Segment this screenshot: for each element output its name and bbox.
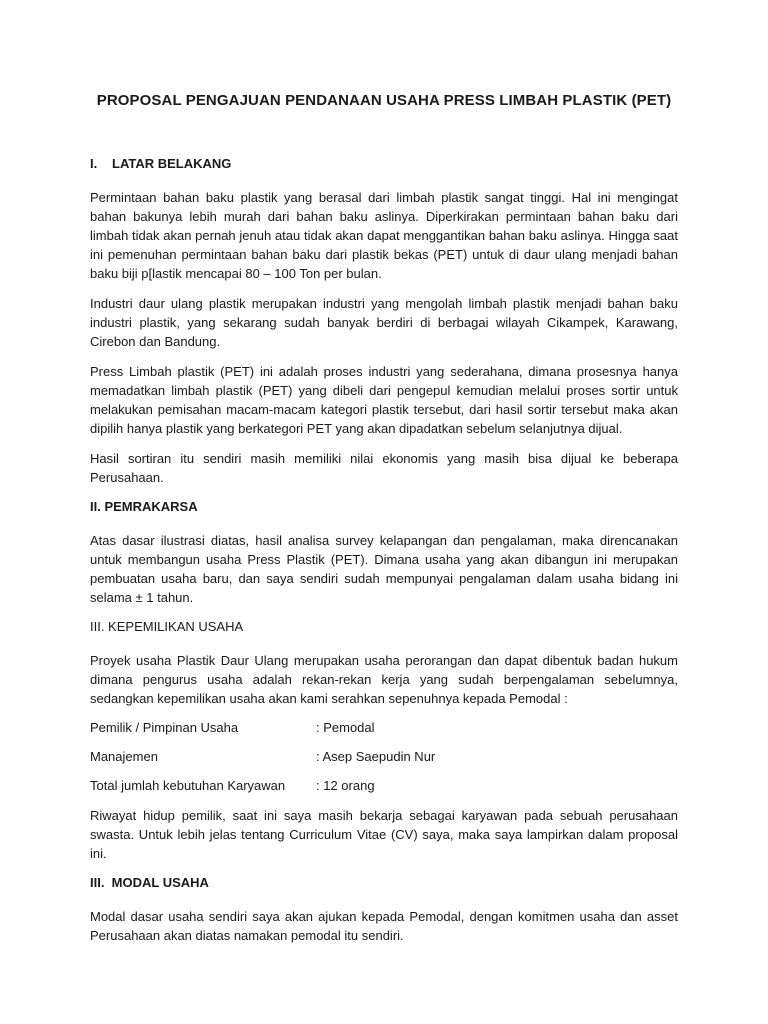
info-row-pemilik: [90, 719, 678, 737]
info-label: Manajemen: [90, 749, 158, 764]
paragraph: Hasil sortiran itu sendiri masih memiliki nilai ekonomis yang masih bisa dijual ke beberapa Perusahaan.: [90, 451, 678, 485]
info-value: : Pemodal: [316, 720, 375, 735]
document-title: PROPOSAL PENGAJUAN PENDANAAN USAHA PRESS LIMBAH PLASTIK (PET): [96, 92, 672, 109]
info-value: : 12 orang: [316, 778, 375, 793]
paragraph: Permintaan bahan baku plastik yang berasal dari limbah plastik sangat tinggi. Hal ini mengingat bahan bakunya lebih murah dari bahan baku aslinya. Diperkirakan permintaan bahan baku dari limbah tidak akan pernah jenuh atau tidak akan dapat menggantikan bahan baku aslinya. Hingga saat ini pemenuhan permintaan bahan baku dari plastik bekas (PET) untuk di daur ulang menjadi bahan baku biji p[lastik mencapai 80 – 100 Ton per bulan.: [90, 190, 678, 281]
info-value: : Asep Saepudin Nur: [316, 749, 436, 764]
section-number: I.: [90, 156, 98, 171]
info-label: Total jumlah kebutuhan Karyawan: [90, 778, 286, 793]
info-label: Pemilik / Pimpinan Usaha: [90, 720, 239, 735]
paragraph: Press Limbah plastik (PET) ini adalah proses industri yang sederahana, dimana prosesnya hanya memadatkan limbah plastik (PET) yang dibeli dari pengepul kemudian melalui proses sortir untuk melakukan pemisahan macam-macam kategori plastik tersebut, dari hasil sortir tersebut maka akan dipilih hanya plastik yang berkategori PET yang akan dipadatkan sebelum selanjutnya dijual.: [90, 364, 678, 436]
paragraph: Riwayat hidup pemilik, saat ini saya masih bekarja sebagai karyawan pada sebuah perusahaan swasta. Untuk lebih jelas tentang Curriculum Vitae (CV) saya, maka saya lampirkan dalam proposal ini.: [90, 808, 678, 861]
info-row-manajemen: [90, 748, 678, 766]
paragraph: Atas dasar ilustrasi diatas, hasil analisa survey kelapangan dan pengalaman, maka direncanakan untuk membangun usaha Press Plastik (PET). Dimana usaha yang akan dibangun ini merupakan pembuatan usaha baru, dan saya sendiri sudah mempunyai pengalaman dalam usaha bidang ini selama ± 1 tahun.: [90, 533, 678, 605]
paragraph: Industri daur ulang plastik merupakan industri yang mengolah limbah plastik menjadi bahan baku industri plastik, yang sekarang sudah banyak berdiri di berbagai wilayah Cikampek, Karawang, Cirebon dan Bandung.: [90, 296, 678, 349]
section-heading-kepemilikan-usaha: III. KEPEMILIKAN USAHA: [90, 619, 244, 634]
paragraph: Proyek usaha Plastik Daur Ulang merupakan usaha perorangan dan dapat dibentuk badan hukum dimana pengurus usaha adalah rekan-rekan kerja yang sudah berpengalaman sebelumnya, sedangkan kepemilikan usaha akan kami serahkan sepenuhnya kepada Pemodal :: [90, 653, 678, 706]
section-heading-latar-belakang: [90, 155, 678, 173]
section-heading-modal-usaha: III. MODAL USAHA: [90, 875, 209, 890]
info-row-karyawan: [90, 777, 678, 795]
section-heading-pemrakarsa: II. PEMRAKARSA: [90, 499, 198, 514]
paragraph: Modal dasar usaha sendiri saya akan ajukan kepada Pemodal, dengan komitmen usaha dan asset Perusahaan akan diatas namakan pemodal itu sendiri.: [90, 909, 678, 943]
section-heading-label: LATAR BELAKANG: [112, 156, 232, 171]
